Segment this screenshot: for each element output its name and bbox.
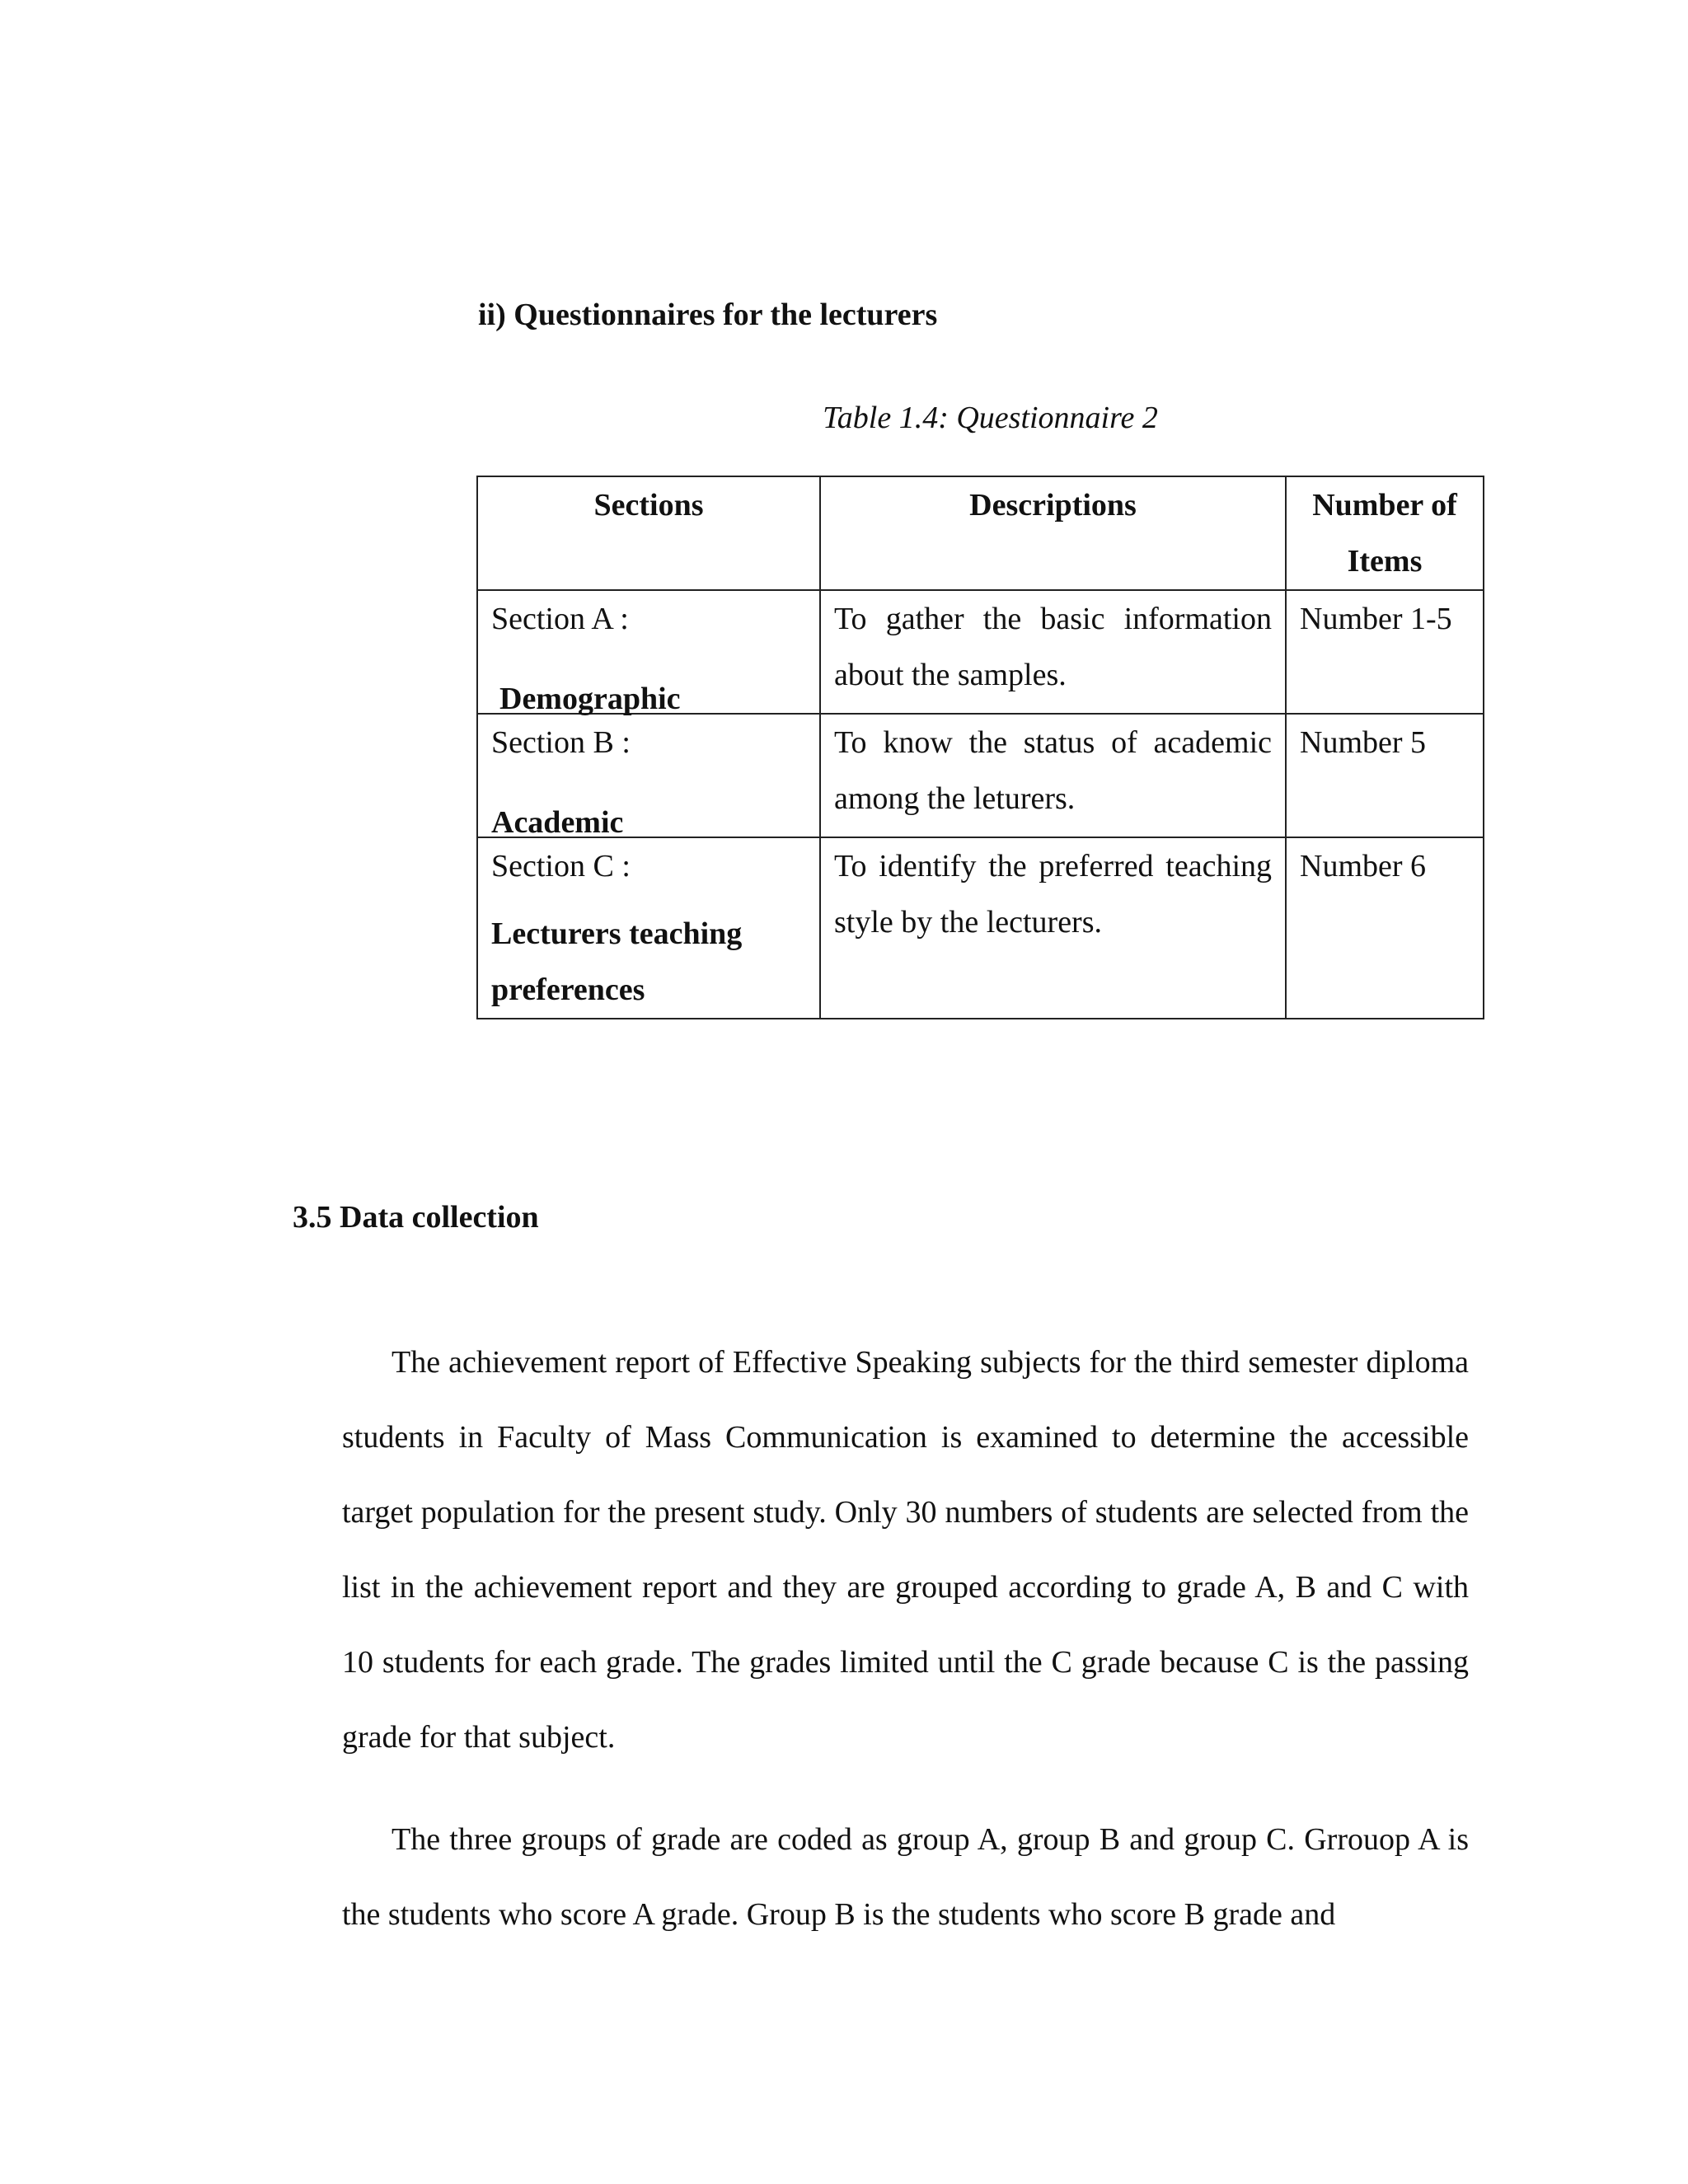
section-label: Section B : (491, 725, 631, 760)
header-sections: Sections (477, 476, 820, 590)
table-row (477, 714, 1484, 837)
questionnaire-table (476, 476, 1484, 1019)
section-label: Section C : (491, 849, 631, 883)
section-heading: 3.5 Data collection (293, 1200, 539, 1235)
items-cell: Number 6 (1286, 837, 1484, 1019)
section-cell (477, 714, 820, 840)
body-paragraph: The achievement report of Effective Speaking subjects for the third semester diploma students in Faculty of Mass Communication is examined to determine the accessible target population for the present study. Only 30 numbers of students are selected from the list in the achievement report and they are grouped according to grade A, B and C with 10 students for each grade. The grades limited until the C grade because C is the passing grade for that subject. (342, 1345, 1469, 1755)
table-header-row (477, 476, 1484, 590)
description-cell: To identify the preferred teaching style by the lecturers. (820, 837, 1286, 1019)
section-name: Academic (491, 805, 624, 840)
section-label: Section A : (491, 602, 629, 636)
header-number-of-items: Number of Items (1286, 476, 1484, 590)
table-row (477, 590, 1484, 714)
table-caption: Table 1.4: Questionnaire 2 (823, 401, 1158, 435)
table-row (477, 837, 1484, 1019)
items-cell: Number 1-5 (1286, 590, 1484, 714)
header-descriptions: Descriptions (820, 476, 1286, 590)
description-cell: To gather the basic information about the samples. (820, 590, 1286, 714)
items-cell: Number 5 (1286, 714, 1484, 837)
body-paragraph: The three groups of grade are coded as group A, group B and group C. Grrouop A is the students who score A grade. Group B is the students who score B grade and (342, 1822, 1469, 1932)
subheading: ii) Questionnaires for the lecturers (478, 298, 938, 332)
section-name: Demographic (499, 682, 681, 716)
section-name: Lecturers teaching preferences (491, 916, 743, 1007)
section-cell (477, 590, 820, 714)
section-cell (477, 837, 820, 1019)
description-cell: To know the status of academic among the leturers. (820, 714, 1286, 837)
